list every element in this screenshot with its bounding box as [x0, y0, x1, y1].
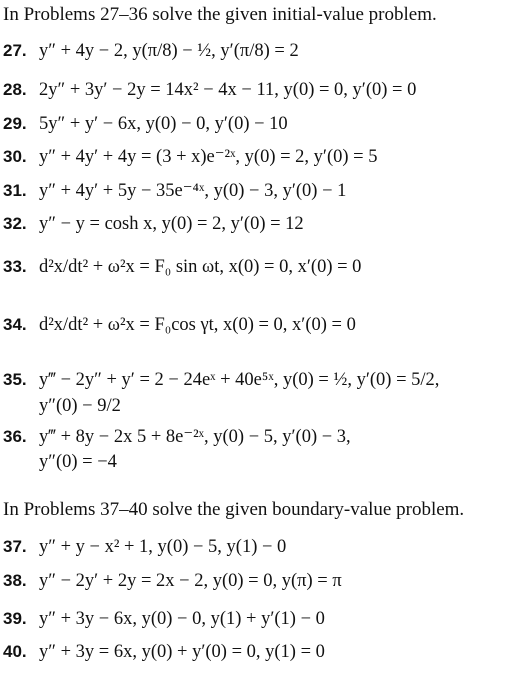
problem-equation: y″ + 4y′ + 4y = (3 + x)e⁻²ˣ, y(0) = 2, y′(0) = 5: [39, 147, 378, 167]
problem-37: [3, 536, 286, 558]
problem-29: [3, 113, 288, 135]
problem-number: 37.: [3, 537, 27, 556]
problem-number: 27.: [3, 41, 27, 60]
problem-equation: y″ + 3y = 6x, y(0) + y′(0) = 0, y(1) = 0: [39, 642, 325, 662]
problem-35-continuation: y″(0) − 9/2: [39, 396, 121, 416]
problem-equation: y″ + 3y − 6x, y(0) − 0, y(1) + y′(1) − 0: [39, 609, 325, 629]
problem-number: 28.: [3, 80, 27, 99]
problem-equation: 2y″ + 3y′ − 2y = 14x² − 4x − 11, y(0) = 0, y′(0) = 0: [39, 80, 417, 100]
problem-number: 31.: [3, 181, 27, 200]
problem-number: 29.: [3, 114, 27, 133]
problem-number: 38.: [3, 571, 27, 590]
problem-equation: d²x/dt² + ω²x = F₀cos γt, x(0) = 0, x′(0) = 0: [39, 315, 356, 335]
problem-equation: y‴ + 8y − 2x 5 + 8e⁻²ˣ, y(0) − 5, y′(0) − 3,: [39, 427, 351, 447]
problem-number: 34.: [3, 315, 27, 334]
problem-equation: y″ + 4y − 2, y(π/8) − ½, y′(π/8) = 2: [39, 41, 299, 61]
problem-equation: 5y″ + y′ − 6x, y(0) − 0, y′(0) − 10: [39, 114, 288, 134]
problem-27: [3, 40, 299, 62]
section-heading-ivp: In Problems 27–36 solve the given initial-value problem.: [3, 4, 437, 25]
problem-number: 39.: [3, 609, 27, 628]
problem-number: 35.: [3, 370, 27, 389]
problem-34: [3, 314, 356, 336]
problem-number: 32.: [3, 214, 27, 233]
problem-38: [3, 570, 342, 592]
problem-equation: y″ + 4y′ + 5y − 35e⁻⁴ˣ, y(0) − 3, y′(0) − 1: [39, 181, 347, 201]
section-heading-bvp: In Problems 37–40 solve the given boundary-value problem.: [3, 499, 465, 520]
problem-31: [3, 180, 346, 202]
problem-36-continuation: y″(0) = −4: [39, 452, 117, 472]
problem-28: [3, 79, 416, 101]
problem-30: [3, 146, 377, 168]
problem-number: 30.: [3, 147, 27, 166]
problem-number: 36.: [3, 427, 27, 446]
problem-number: 40.: [3, 642, 27, 661]
problem-36: [3, 426, 351, 448]
problem-equation: d²x/dt² + ω²x = F₀ sin ωt, x(0) = 0, x′(0) = 0: [39, 257, 362, 277]
problem-39: [3, 608, 325, 630]
problem-number: 33.: [3, 257, 27, 276]
problem-35: [3, 369, 439, 391]
problem-40: [3, 641, 325, 663]
problem-equation: y″ − y = cosh x, y(0) = 2, y′(0) = 12: [39, 214, 304, 234]
problem-equation: y‴ − 2y″ + y′ = 2 − 24eˣ + 40e⁵ˣ, y(0) = ½, y′(0) = 5/2,: [39, 370, 440, 390]
problem-32: [3, 213, 304, 235]
problem-33: [3, 256, 361, 278]
problem-equation: y″ − 2y′ + 2y = 2x − 2, y(0) = 0, y(π) = π: [39, 571, 342, 591]
problem-equation: y″ + y − x² + 1, y(0) − 5, y(1) − 0: [39, 537, 287, 557]
